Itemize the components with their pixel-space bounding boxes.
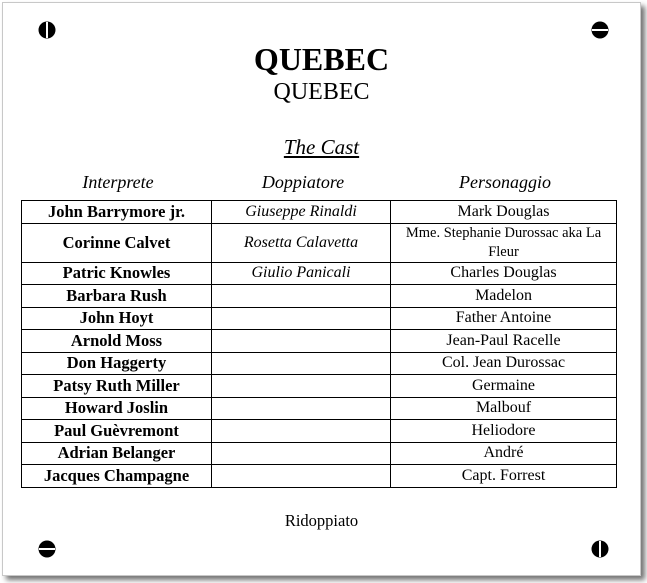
cast-heading: The Cast [283,135,360,159]
actor-cell: Adrian Belanger [22,442,212,465]
role-cell: Mark Douglas [391,201,617,224]
actor-cell: Patric Knowles [22,262,212,285]
table-row [22,397,617,420]
table-row [22,420,617,443]
actor-cell: John Barrymore jr. [22,201,212,224]
role-cell: Father Antoine [391,307,617,330]
voice-cell [212,285,391,308]
voice-cell [212,397,391,420]
screw-icon [590,539,610,559]
role-cell: Mme. Stephanie Durossac aka La Fleur [391,223,617,262]
table-row [22,442,617,465]
actor-cell: Jacques Champagne [22,465,212,488]
table-row [22,285,617,308]
actor-cell: John Hoyt [22,307,212,330]
table-row [22,465,617,488]
role-cell: Capt. Forrest [391,465,617,488]
role-cell: Jean-Paul Racelle [391,330,617,353]
role-cell: Col. Jean Durossac [391,352,617,375]
role-cell: Heliodore [391,420,617,443]
cast-table [21,200,617,488]
column-header-voice: Doppiatore [261,172,345,192]
table-row [22,375,617,398]
actor-cell: Patsy Ruth Miller [22,375,212,398]
voice-cell [212,352,391,375]
role-cell: André [391,442,617,465]
voice-cell: Rosetta Calavetta [212,223,391,262]
screw-icon [37,539,57,559]
role-cell: Germaine [391,375,617,398]
voice-cell [212,307,391,330]
table-row [22,262,617,285]
voice-cell [212,330,391,353]
role-cell: Madelon [391,285,617,308]
voice-cell: Giuseppe Rinaldi [212,201,391,224]
actor-cell: Corinne Calvet [22,223,212,262]
actor-cell: Don Haggerty [22,352,212,375]
role-cell: Charles Douglas [391,262,617,285]
voice-cell: Giulio Panicali [212,262,391,285]
voice-cell [212,442,391,465]
table-row [22,330,617,353]
voice-cell [212,465,391,488]
column-header-actor: Interprete [82,172,154,192]
cast-plaque [2,2,641,576]
voice-cell [212,420,391,443]
actor-cell: Barbara Rush [22,285,212,308]
page-subtitle: QUEBEC [273,79,370,105]
table-row [22,352,617,375]
page-title: QUEBEC [253,41,390,77]
actor-cell: Howard Joslin [22,397,212,420]
table-row [22,307,617,330]
column-header-role: Personaggio [459,172,551,192]
actor-cell: Paul Guèvremont [22,420,212,443]
role-cell: Malbouf [391,397,617,420]
voice-cell [212,375,391,398]
actor-cell: Arnold Moss [22,330,212,353]
screw-icon [590,20,610,40]
table-row [22,201,617,224]
table-row [22,223,617,262]
footer-note: Ridoppiato [284,511,359,530]
screw-icon [37,20,57,40]
